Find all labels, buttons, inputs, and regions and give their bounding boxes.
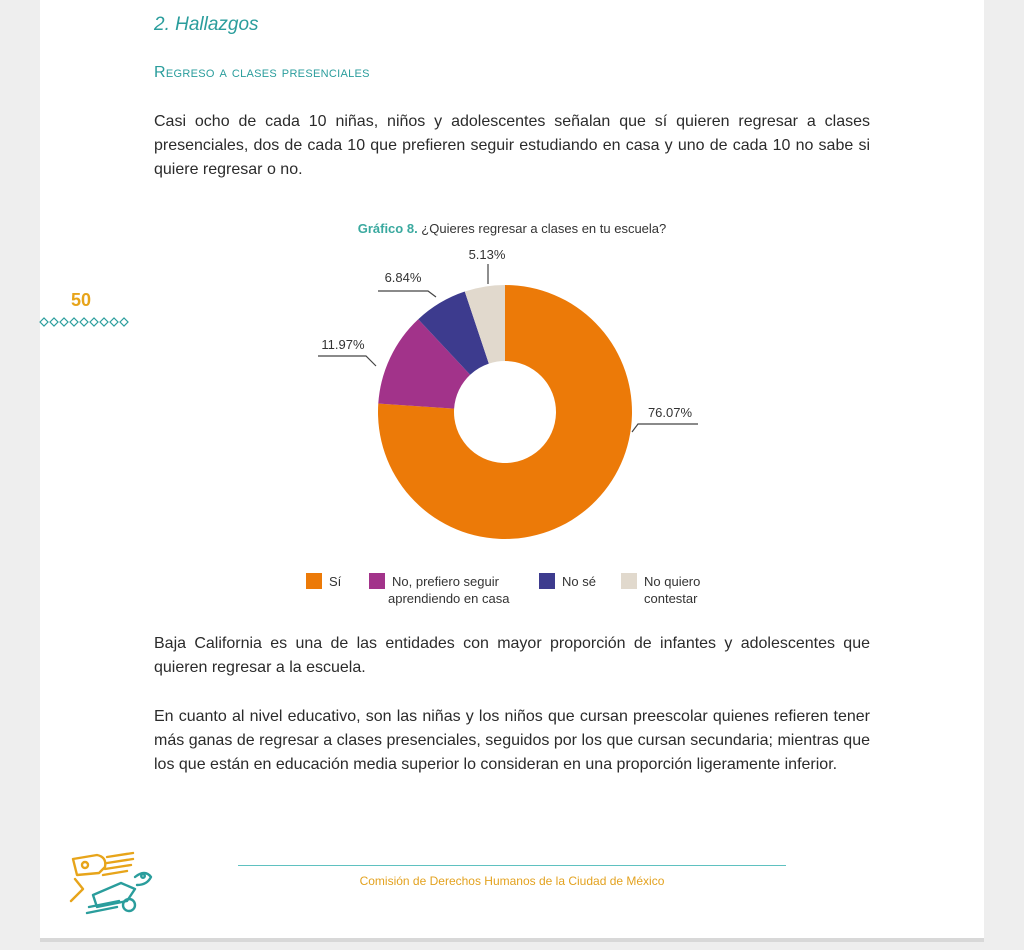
legend-label: No quiero contestar xyxy=(644,574,701,606)
paragraph-intro: Casi ocho de cada 10 niñas, niños y adolescentes señalan que sí quieren regresar a clases presenciales, dos de cada 10 que prefieren seguir estudiando en casa y uno de cada 10 no sabe si quiere regresar o no. xyxy=(154,113,870,178)
footer-text: Comisión de Derechos Humanos de la Ciudad de México xyxy=(359,874,665,888)
paragraph-baja-california: Baja California es una de las entidades con mayor proporción de infantes y adolescentes que quieren regresar a la escuela. xyxy=(154,635,870,676)
legend-swatch xyxy=(369,573,385,589)
cdhcm-glyph-logo-icon xyxy=(63,849,159,917)
legend-swatch xyxy=(621,573,637,589)
legend-label: Sí xyxy=(329,574,342,589)
paragraph-nivel-educativo: En cuanto al nivel educativo, son las niñas y los niños que cursan preescolar quienes refieren tener más ganas de regresar a clases presenciales, seguidos por los que cursan secundaria; mientras que los que están en educación media superior lo consideran en una proporción ligeramente inferior. xyxy=(154,708,870,773)
legend-item xyxy=(369,573,509,607)
page-shadow xyxy=(40,938,984,942)
legend-swatch xyxy=(306,573,322,589)
data-label: 5.13% xyxy=(468,247,506,262)
section-title: 2. Hallazgos xyxy=(154,14,259,35)
page-number: 50 xyxy=(71,290,92,310)
legend-swatch xyxy=(539,573,555,589)
legend-item xyxy=(539,573,596,590)
data-label: 11.97% xyxy=(321,337,365,352)
data-label: 6.84% xyxy=(384,270,422,285)
subsection-title: Regreso a clases presenciales xyxy=(154,64,370,81)
legend-item xyxy=(621,573,700,607)
chart-caption-label: Gráfico 8. xyxy=(357,221,418,236)
legend-label: No sé xyxy=(562,574,596,589)
leader-line xyxy=(378,291,436,297)
leader-line xyxy=(318,356,376,366)
chart-caption-text: ¿Quieres regresar a clases en tu escuela? xyxy=(417,221,667,236)
footer-divider xyxy=(238,865,786,866)
data-label: 76.07% xyxy=(647,405,693,420)
legend-label: No, prefiero seguir aprendiendo en casa xyxy=(388,574,510,606)
leader-line xyxy=(632,424,698,432)
legend-item xyxy=(306,573,341,590)
